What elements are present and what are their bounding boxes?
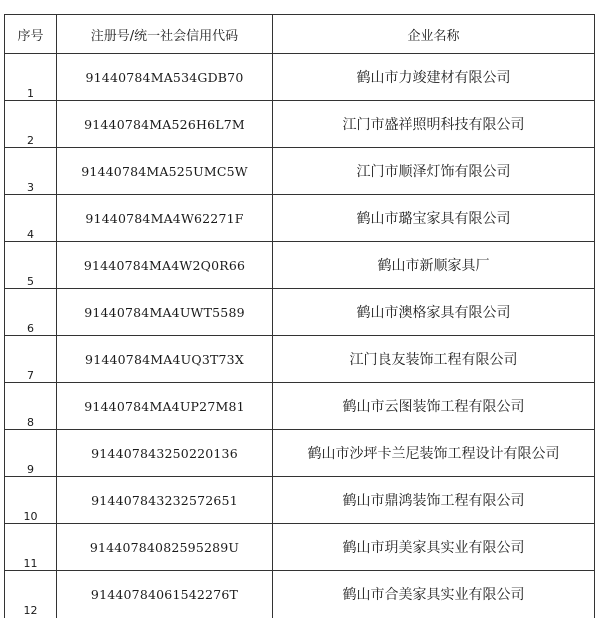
header-registration-code: 注册号/统一社会信用代码 [57,15,273,54]
company-name-cell: 鹤山市鼎鸿装饰工程有限公司 [273,477,595,524]
company-name-cell: 鹤山市合美家具实业有限公司 [273,571,595,618]
registration-code-cell: 91440784MA525UMC5W [57,148,273,195]
table-row [5,148,595,195]
serial-number-cell: 7 [5,336,57,383]
table-row [5,524,595,571]
registration-code-cell: 91440784MA4W62271F [57,195,273,242]
table-row [5,336,595,383]
enterprise-table [4,14,595,618]
serial-number-cell: 11 [5,524,57,571]
company-name-cell: 鹤山市璐宝家具有限公司 [273,195,595,242]
serial-number-cell: 3 [5,148,57,195]
registration-code-cell: 91440784061542276T [57,571,273,618]
company-name-cell: 鹤山市玥美家具实业有限公司 [273,524,595,571]
registration-code-cell: 91440784MA534GDB70 [57,54,273,101]
table-header-row [5,15,595,54]
company-name-cell: 鹤山市沙坪卡兰尼装饰工程设计有限公司 [273,430,595,477]
serial-number-cell: 12 [5,571,57,618]
table-row [5,477,595,524]
registration-code-cell: 91440784082595289U [57,524,273,571]
header-serial-number: 序号 [5,15,57,54]
registration-code-cell: 91440784MA4W2Q0R66 [57,242,273,289]
company-name-cell: 江门良友装饰工程有限公司 [273,336,595,383]
table-row [5,101,595,148]
table-row [5,430,595,477]
serial-number-cell: 4 [5,195,57,242]
serial-number-cell: 10 [5,477,57,524]
table-row [5,383,595,430]
header-company-name: 企业名称 [273,15,595,54]
company-name-cell: 鹤山市力竣建材有限公司 [273,54,595,101]
table-row [5,289,595,336]
serial-number-cell: 8 [5,383,57,430]
serial-number-cell: 1 [5,54,57,101]
registration-code-cell: 914407843232572651 [57,477,273,524]
serial-number-cell: 6 [5,289,57,336]
company-name-cell: 江门市顺泽灯饰有限公司 [273,148,595,195]
serial-number-cell: 9 [5,430,57,477]
registration-code-cell: 91440784MA4UQ3T73X [57,336,273,383]
table-row [5,195,595,242]
company-name-cell: 鹤山市澳格家具有限公司 [273,289,595,336]
registration-code-cell: 91440784MA4UP27M81 [57,383,273,430]
table-row [5,571,595,618]
table-row [5,54,595,101]
table-row [5,242,595,289]
serial-number-cell: 5 [5,242,57,289]
serial-number-cell: 2 [5,101,57,148]
company-name-cell: 鹤山市云图装饰工程有限公司 [273,383,595,430]
company-name-cell: 江门市盛祥照明科技有限公司 [273,101,595,148]
registration-code-cell: 91440784MA526H6L7M [57,101,273,148]
registration-code-cell: 91440784MA4UWT5589 [57,289,273,336]
registration-code-cell: 914407843250220136 [57,430,273,477]
company-name-cell: 鹤山市新顺家具厂 [273,242,595,289]
